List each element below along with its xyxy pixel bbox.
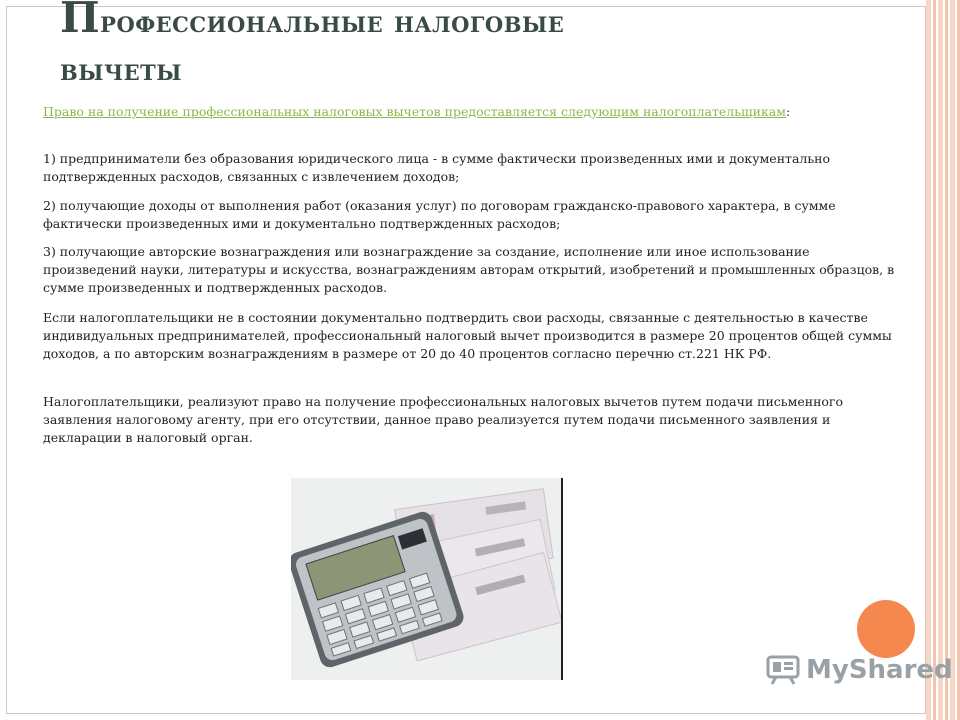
watermark-logo <box>766 655 953 685</box>
lead-paragraph <box>43 103 883 121</box>
watermark-text: MyShared <box>806 655 953 685</box>
paragraph-application: Налогоплательщики, реализуют право на получение профессиональных налоговых вычетов путем подачи письменного заявления налоговому агенту, при его отсутствии, данное право реализуется путем подачи письменного заявления и декларации в налоговый орган. <box>43 394 843 445</box>
slide-title: Профессиональные налоговые вычеты <box>60 0 565 88</box>
paragraph-civil-contracts: 2) получающие доходы от выполнения работ (оказания услуг) по договорам гражданско-правового характера, в сумме фактически произведенных ими и документально подтвержденных расходов; <box>43 198 836 231</box>
calculator-illustration <box>291 478 561 680</box>
paragraph-no-documents: Если налогоплательщики не в состоянии документально подтвердить свои расходы, связанные с деятельностью в качестве индивидуальных предпринимателей, профессиональный налоговый вычет производится в размере 20 процентов общей суммы доходов, а по авторским вознаграждениям в размере от 20 до 40 процентов согласно перечню ст.221 НК РФ. <box>43 310 892 361</box>
lead-link[interactable]: Право на получение профессиональных налоговых вычетов предоставляется следующим налогоплательщикам <box>43 104 786 119</box>
projector-screen-icon <box>766 655 800 685</box>
lead-colon: : <box>786 104 791 119</box>
paragraph-author-fees: 3) получающие авторские вознаграждения или вознаграждение за создание, исполнение или иное использование произведений науки, литературы и искусства, вознаграждениям авторам открытий, изобретений и промышленных образцов, в сумме произведенных и подтвержденных расходов. <box>43 244 895 295</box>
decorative-stripes <box>926 0 960 720</box>
accent-circle <box>857 600 915 658</box>
paragraph-entrepreneurs: 1) предприниматели без образования юридического лица - в сумме фактически произведенных ими и документально подтвержденных расходов, связанных с извлечением доходов; <box>43 151 830 184</box>
calculator-banknotes-image <box>291 478 563 680</box>
